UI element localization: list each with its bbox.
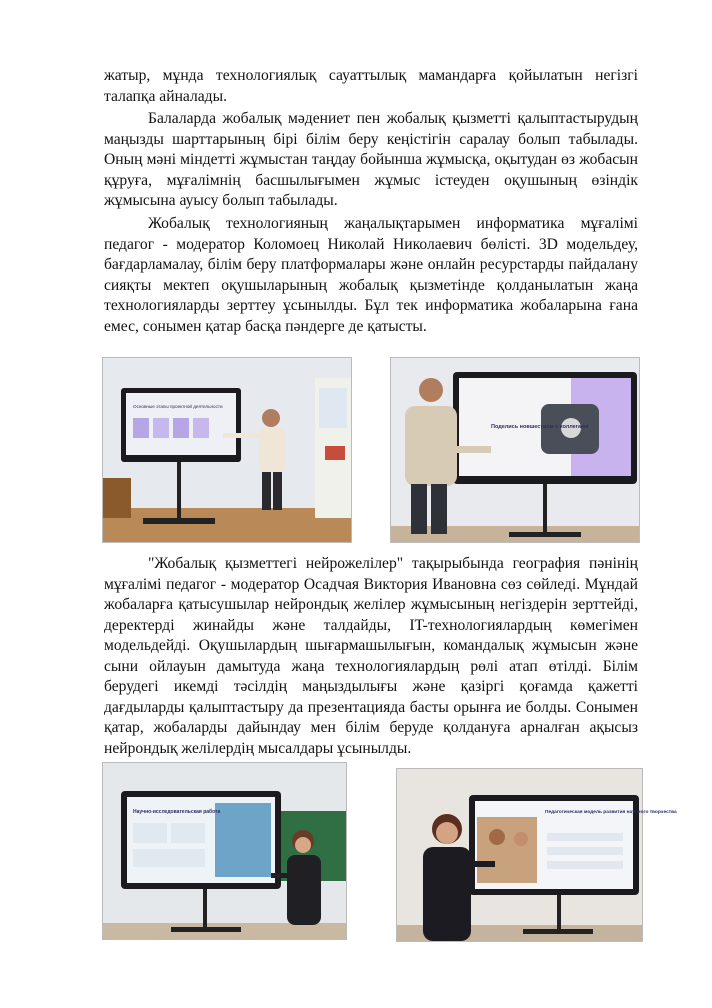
photo-presenter-left [102, 357, 352, 543]
photo-presenter-right [390, 357, 640, 543]
paragraph-4: "Жобалық қызметтегі нейрожелілер" тақырыбында география пәнінің мұғалімі педагог - модератор Осадчая Виктория Ивановна сөз сөйледі. Мұндай жобаларға қатысушылар нейрондық желілер жұмысының негіздерін зерттейді, деректерді жинайды және талдайды, IT-технологиялардың көмегімен модельдейді. Оқушылардың шығармашылығын, командалық жұмысын және сыни ойлауын дамытуда жаңа технологиялардың рөлі атап өтілді. Білім берудегі икемді тәсілдің маңыздылығы және қазіргі қоғамда қажетті дағдыларды қалыптастыру да презентацияда басты орынға ие болды. Сонымен қатар, жобаларды дайындау мен білім беруде қолдануға арналған ақысыз нейрондық желілердің мысалдары ұсынылды. [104, 555, 638, 757]
photo-speaker-right [396, 768, 677, 942]
paragraph-2: Балаларда жобалық мәдениет пен жобалық қызметті қалыптастырудың маңызды шарттарының бірі білім беру кеңістігін саралау болып табылады. Оның мәні міндетті жұмыстан таңдау бойынша жұмысқа, оқытудан өз жобасын құруға, мұғалімнің басшылығымен жұмыс істеуден оқушының өзіндік жұмысына ауысу болып табылады. [104, 110, 638, 209]
paragraph-3: Жобалық технологияның жаңалықтарымен информатика мұғалімі педагог - модератор Коломоец Николай Николаевич бөлісті. 3D модельдеу, бағдарламалау, білім беру платформалары және онлайн ресурстарды пайдалану сияқты мектеп оқушыларының жобалық қызметінде қолданылатын жаңа технологияларды зерттеу ұсынылды. Бұл тек информатика жобаларына ғана емес, сонымен қатар басқа пәндерге де қатысты. [104, 215, 638, 335]
photo-4-screen-title: Педагогическая модель развития научного творчества [545, 810, 677, 815]
photo-2-screen-title: Поделись новшеством с коллегами [491, 424, 589, 430]
paragraph-1: жатыр, мұнда технологиялық сауаттылық мамандарға қойылатын негізгі талапқа айналады. [104, 67, 638, 105]
photo-1-screen-title: Основные этапы проектной деятельности [133, 404, 223, 409]
photo-3-screen-title: Научно-исследовательская работа [133, 809, 221, 815]
photo-speaker-left [102, 762, 347, 940]
